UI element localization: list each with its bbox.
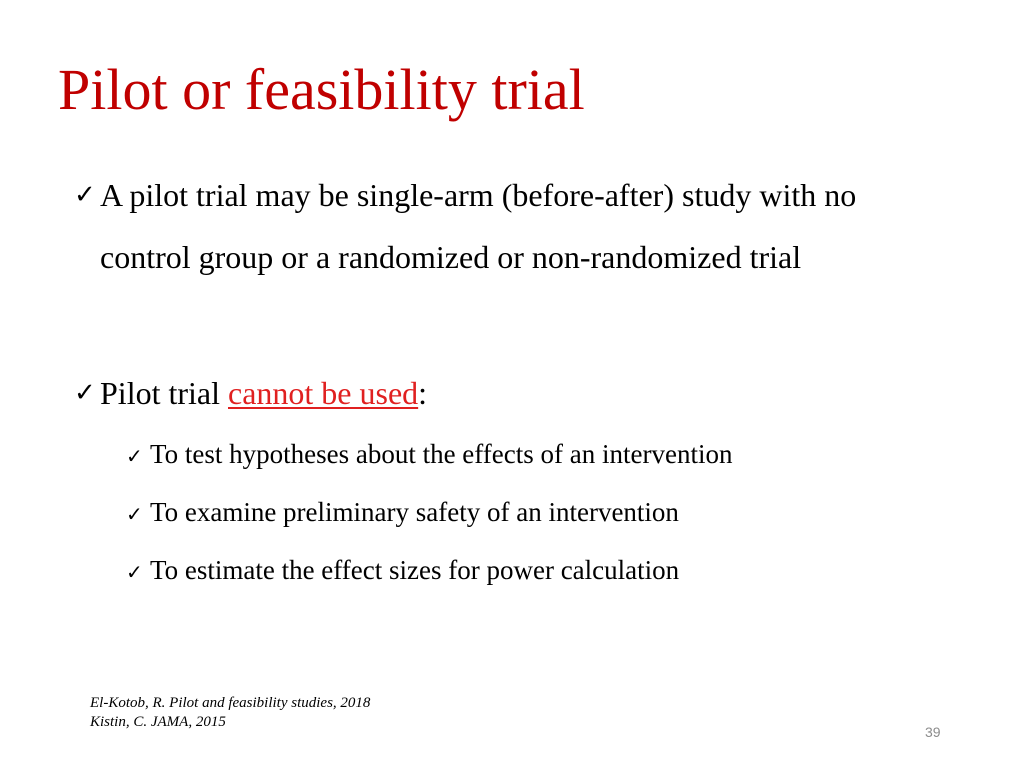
references [90, 694, 370, 732]
reference-item: Kistin, C. JAMA, 2015 [90, 714, 226, 730]
bullet-pilot-trial-definition [74, 164, 894, 288]
reference-item: El-Kotob, R. Pilot and feasibility studies, 2018 [90, 695, 371, 711]
sub-bullet-text: To examine preliminary safety of an intervention [150, 497, 679, 527]
bullet-text [74, 362, 894, 424]
bullet-text: A pilot trial may be single-arm (before-after) study with no control group or a randomized or non-randomized trial [100, 177, 857, 275]
sub-bullet [126, 494, 679, 532]
sub-bullet [126, 552, 679, 590]
slide-title: Pilot or feasibility trial [58, 57, 585, 122]
checkmark-icon: ✓ [74, 180, 96, 210]
bullet-prefix: Pilot trial [100, 375, 228, 411]
sub-bullet-text: To estimate the effect sizes for power calculation [150, 555, 680, 585]
checkmark-icon: ✓ [126, 502, 143, 526]
checkmark-icon: ✓ [126, 560, 143, 584]
checkmark-icon: ✓ [74, 378, 96, 408]
sub-bullet [126, 436, 732, 474]
page-number: 39 [925, 724, 941, 740]
emphasis-text: cannot be used [228, 375, 419, 411]
bullet-suffix: : [418, 375, 428, 411]
sub-bullet-text: To test hypotheses about the effects of an intervention [150, 439, 733, 469]
bullet-pilot-trial-limitations [74, 362, 894, 424]
checkmark-icon: ✓ [126, 444, 143, 468]
